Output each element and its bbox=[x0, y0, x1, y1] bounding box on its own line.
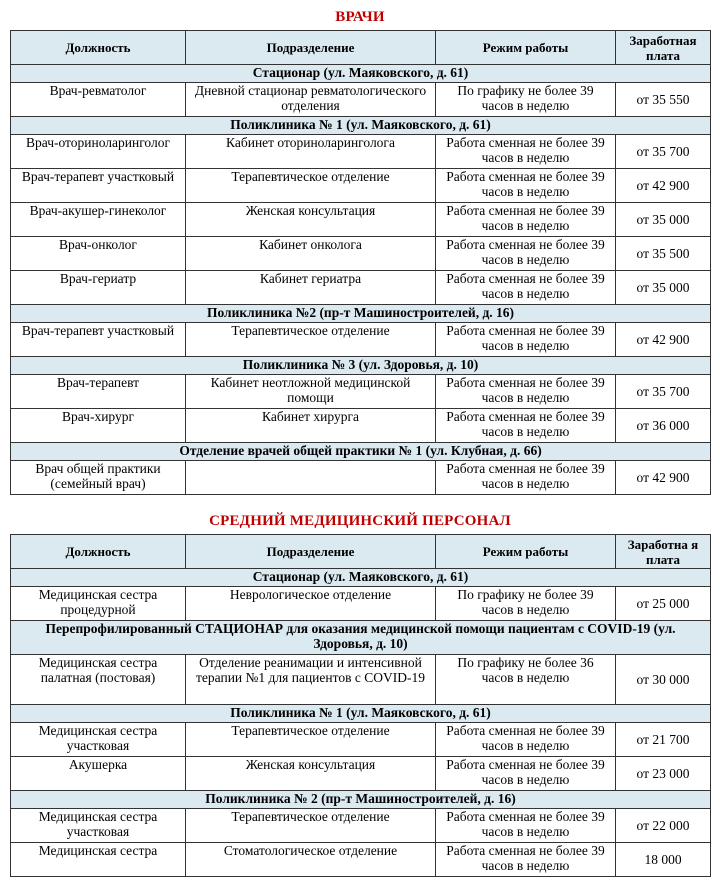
cell-salary: от 25 000 bbox=[616, 587, 711, 621]
section-title: Перепрофилированный СТАЦИОНАР для оказания медицинской помощи пациентам с COVID-19 (ул. Здоровья, д. 10) bbox=[11, 621, 711, 655]
col-header-schedule: Режим работы bbox=[436, 535, 616, 569]
col-header-salary: Заработная плата bbox=[616, 31, 711, 65]
section-row bbox=[11, 791, 711, 809]
cell-position: Врач-акушер-гинеколог bbox=[11, 203, 186, 237]
cell-salary: 18 000 bbox=[616, 843, 711, 877]
cell-position: Врач общей практики (семейный врач) bbox=[11, 461, 186, 495]
col-header-schedule: Режим работы bbox=[436, 31, 616, 65]
cell-position: Врач-терапевт bbox=[11, 375, 186, 409]
cell-salary: от 42 900 bbox=[616, 461, 711, 495]
cell-salary: от 35 700 bbox=[616, 135, 711, 169]
table-row bbox=[11, 723, 711, 757]
table-row bbox=[11, 375, 711, 409]
cell-department: Терапевтическое отделение bbox=[186, 323, 436, 357]
section-title: Отделение врачей общей практики № 1 (ул. Клубная, д. 66) bbox=[11, 443, 711, 461]
section-title: Поликлиника № 3 (ул. Здоровья, д. 10) bbox=[11, 357, 711, 375]
cell-position: Медицинская сестра bbox=[11, 843, 186, 877]
cell-salary: от 35 000 bbox=[616, 271, 711, 305]
section-title: Поликлиника №2 (пр-т Машиностроителей, д. 16) bbox=[11, 305, 711, 323]
section-title: Поликлиника № 1 (ул. Маяковского, д. 61) bbox=[11, 705, 711, 723]
section-title: Поликлиника № 2 (пр-т Машиностроителей, д. 16) bbox=[11, 791, 711, 809]
cell-position: Акушерка bbox=[11, 757, 186, 791]
col-header-department: Подразделение bbox=[186, 535, 436, 569]
section-row bbox=[11, 443, 711, 461]
table-row bbox=[11, 587, 711, 621]
cell-schedule: По графику не более 39 часов в неделю bbox=[436, 587, 616, 621]
cell-schedule: Работа сменная не более 39 часов в неделю bbox=[436, 409, 616, 443]
section-row bbox=[11, 305, 711, 323]
cell-schedule: Работа сменная не более 39 часов в неделю bbox=[436, 203, 616, 237]
cell-salary: от 30 000 bbox=[616, 655, 711, 705]
cell-salary: от 36 000 bbox=[616, 409, 711, 443]
cell-position: Врач-оториноларинголог bbox=[11, 135, 186, 169]
cell-department: Женская консультация bbox=[186, 757, 436, 791]
cell-salary: от 22 000 bbox=[616, 809, 711, 843]
table-row bbox=[11, 323, 711, 357]
table-row bbox=[11, 809, 711, 843]
cell-schedule: Работа сменная не более 39 часов в неделю bbox=[436, 271, 616, 305]
cell-salary: от 35 700 bbox=[616, 375, 711, 409]
cell-schedule: Работа сменная не более 39 часов в неделю bbox=[436, 723, 616, 757]
cell-salary: от 35 000 bbox=[616, 203, 711, 237]
table-row bbox=[11, 135, 711, 169]
col-header-position: Должность bbox=[11, 535, 186, 569]
cell-department: Кабинет оториноларинголога bbox=[186, 135, 436, 169]
cell-department bbox=[186, 461, 436, 495]
header-row bbox=[11, 31, 711, 65]
cell-salary: от 35 550 bbox=[616, 83, 711, 117]
section-row bbox=[11, 705, 711, 723]
cell-schedule: Работа сменная не более 39 часов в неделю bbox=[436, 843, 616, 877]
section-row bbox=[11, 621, 711, 655]
section-row bbox=[11, 357, 711, 375]
cell-schedule: Работа сменная не более 39 часов в неделю bbox=[436, 461, 616, 495]
cell-department: Терапевтическое отделение bbox=[186, 809, 436, 843]
cell-schedule: Работа сменная не более 39 часов в неделю bbox=[436, 169, 616, 203]
cell-schedule: Работа сменная не более 39 часов в неделю bbox=[436, 375, 616, 409]
cell-department: Терапевтическое отделение bbox=[186, 723, 436, 757]
cell-schedule: Работа сменная не более 39 часов в неделю bbox=[436, 237, 616, 271]
cell-position: Медицинская сестра участковая bbox=[11, 809, 186, 843]
table-row bbox=[11, 237, 711, 271]
cell-department: Женская консультация bbox=[186, 203, 436, 237]
table-row bbox=[11, 203, 711, 237]
cell-position: Врач-ревматолог bbox=[11, 83, 186, 117]
cell-salary: от 23 000 bbox=[616, 757, 711, 791]
cell-position: Врач-гериатр bbox=[11, 271, 186, 305]
col-header-position: Должность bbox=[11, 31, 186, 65]
cell-department: Терапевтическое отделение bbox=[186, 169, 436, 203]
table-row bbox=[11, 169, 711, 203]
header-row bbox=[11, 535, 711, 569]
cell-department: Кабинет гериатра bbox=[186, 271, 436, 305]
doctors-table bbox=[10, 30, 711, 495]
table-row bbox=[11, 271, 711, 305]
cell-schedule: Работа сменная не более 39 часов в неделю bbox=[436, 809, 616, 843]
col-header-department: Подразделение bbox=[186, 31, 436, 65]
cell-position: Врач-терапевт участковый bbox=[11, 169, 186, 203]
table-row bbox=[11, 757, 711, 791]
cell-department: Кабинет неотложной медицинской помощи bbox=[186, 375, 436, 409]
section-title: Стационар (ул. Маяковского, д. 61) bbox=[11, 65, 711, 83]
cell-department: Отделение реанимации и интенсивной терапии №1 для пациентов с COVID-19 bbox=[186, 655, 436, 705]
cell-schedule: По графику не более 36 часов в неделю bbox=[436, 655, 616, 705]
cell-salary: от 35 500 bbox=[616, 237, 711, 271]
table-row bbox=[11, 409, 711, 443]
cell-schedule: Работа сменная не более 39 часов в неделю bbox=[436, 757, 616, 791]
section-title: Стационар (ул. Маяковского, д. 61) bbox=[11, 569, 711, 587]
cell-salary: от 42 900 bbox=[616, 169, 711, 203]
cell-position: Медицинская сестра палатная (постовая) bbox=[11, 655, 186, 705]
table-row bbox=[11, 655, 711, 705]
cell-schedule: Работа сменная не более 39 часов в неделю bbox=[436, 323, 616, 357]
table-row bbox=[11, 843, 711, 877]
cell-position: Врач-терапевт участковый bbox=[11, 323, 186, 357]
cell-department: Кабинет хирурга bbox=[186, 409, 436, 443]
section-row bbox=[11, 117, 711, 135]
cell-salary: от 21 700 bbox=[616, 723, 711, 757]
cell-department: Дневной стационар ревматологического отделения bbox=[186, 83, 436, 117]
section-row bbox=[11, 569, 711, 587]
cell-position: Медицинская сестра процедурной bbox=[11, 587, 186, 621]
col-header-salary: Заработна я плата bbox=[616, 535, 711, 569]
table-row bbox=[11, 83, 711, 117]
cell-department: Стоматологическое отделение bbox=[186, 843, 436, 877]
cell-salary: от 42 900 bbox=[616, 323, 711, 357]
cell-schedule: По графику не более 39 часов в неделю bbox=[436, 83, 616, 117]
cell-position: Врач-онколог bbox=[11, 237, 186, 271]
cell-department: Неврологическое отделение bbox=[186, 587, 436, 621]
nurses-title: СРЕДНИЙ МЕДИЦИНСКИЙ ПЕРСОНАЛ bbox=[209, 513, 511, 529]
cell-department: Кабинет онколога bbox=[186, 237, 436, 271]
cell-schedule: Работа сменная не более 39 часов в неделю bbox=[436, 135, 616, 169]
cell-position: Медицинская сестра участковая bbox=[11, 723, 186, 757]
section-row bbox=[11, 65, 711, 83]
doctors-title: ВРАЧИ bbox=[335, 9, 385, 25]
table-row bbox=[11, 461, 711, 495]
section-title: Поликлиника № 1 (ул. Маяковского, д. 61) bbox=[11, 117, 711, 135]
cell-position: Врач-хирург bbox=[11, 409, 186, 443]
nurses-table bbox=[10, 534, 711, 877]
